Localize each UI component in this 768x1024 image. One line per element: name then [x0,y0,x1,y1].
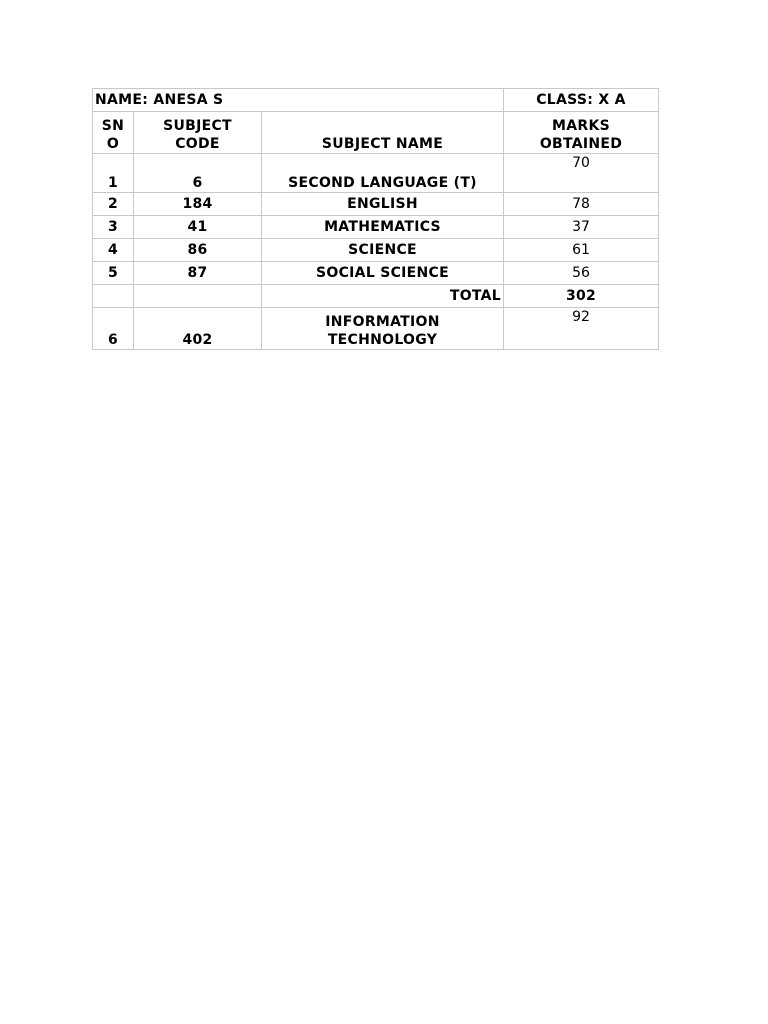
row-sno: 4 [93,239,134,262]
row-subject-name: SCIENCE [262,239,504,262]
row-subject-code: 184 [134,193,262,216]
table-row [93,239,659,262]
col-header-subject-name: SUBJECT NAME [262,112,504,154]
col-header-marks: MARKS OBTAINED [504,112,659,154]
row-subject-name: SECOND LANGUAGE (T) [262,154,504,193]
column-header-row [93,112,659,154]
col-header-sno: SN O [93,112,134,154]
row-subject-code: 86 [134,239,262,262]
row-subject-code: 87 [134,262,262,285]
row-marks: 61 [504,239,659,262]
row-subject-code: 6 [134,154,262,193]
row-marks: 37 [504,216,659,239]
extra-row-sno: 6 [93,308,134,350]
row-subject-name: MATHEMATICS [262,216,504,239]
empty-cell [134,285,262,308]
row-marks: 78 [504,193,659,216]
extra-row-marks: 92 [504,308,659,350]
row-sno: 2 [93,193,134,216]
extra-row-subject-code: 402 [134,308,262,350]
marks-table [92,88,659,350]
table-row [93,216,659,239]
header-row [93,89,659,112]
row-subject-code: 41 [134,216,262,239]
total-value: 302 [504,285,659,308]
total-label: TOTAL [262,285,504,308]
table-row [93,154,659,193]
row-subject-name: ENGLISH [262,193,504,216]
row-marks: 56 [504,262,659,285]
extra-row-subject-name: INFORMATION TECHNOLOGY [262,308,504,350]
row-sno: 3 [93,216,134,239]
col-header-subject-code: SUBJECT CODE [134,112,262,154]
row-marks: 70 [504,154,659,193]
student-name: NAME: ANESA S [93,89,504,112]
student-class: CLASS: X A [504,89,659,112]
total-row [93,285,659,308]
extra-row [93,308,659,350]
table-row [93,193,659,216]
row-subject-name: SOCIAL SCIENCE [262,262,504,285]
empty-cell [93,285,134,308]
row-sno: 5 [93,262,134,285]
table-row [93,262,659,285]
row-sno: 1 [93,154,134,193]
